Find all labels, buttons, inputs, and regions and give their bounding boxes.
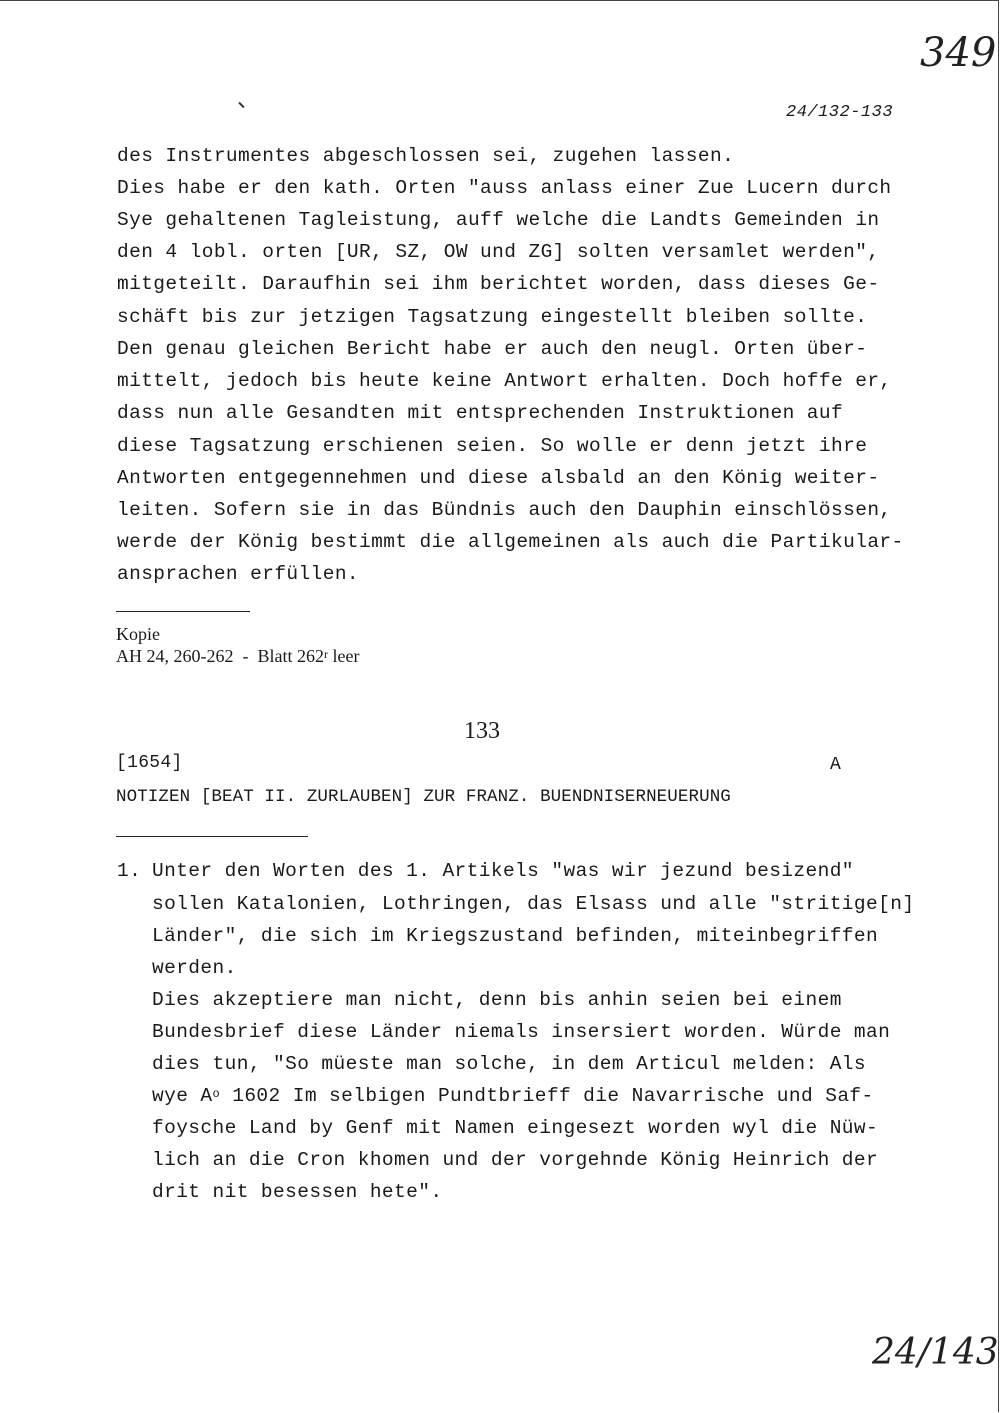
source-reference-tail: leer bbox=[327, 646, 360, 666]
text-segment: 1602 Im selbigen Pundtbrieff die Navarrische und Saf- bbox=[220, 1085, 874, 1107]
text-line: foysche Land by Genf mit Namen eingesezt worden wyl die Nüw- bbox=[152, 1117, 879, 1139]
text-segment: wye A bbox=[152, 1085, 213, 1107]
source-reference-main: AH 24, 260-262 - Blatt 262 bbox=[116, 646, 324, 666]
source-rule bbox=[116, 611, 250, 612]
text-line: dass nun alle Gesandten mit entsprechenden Instruktionen auf bbox=[117, 402, 844, 424]
text-line: diese Tagsatzung erschienen seien. So wolle er denn jetzt ihre bbox=[117, 435, 868, 457]
text-line: mittelt, jedoch bis heute keine Antwort erhalten. Doch hoffe er, bbox=[117, 370, 892, 392]
text-line: werden. bbox=[152, 957, 237, 979]
text-line: schäft bis zur jetzigen Tagsatzung eingestellt bleiben sollte. bbox=[117, 306, 868, 328]
text-line: Unter den Worten des 1. Artikels "was wir jezund besizend" bbox=[152, 860, 854, 882]
document-date: [1654] bbox=[116, 753, 183, 773]
text-line: Antworten entgegennehmen und diese alsbald an den König weiter- bbox=[117, 467, 880, 489]
text-line: leiten. Sofern sie in das Bündnis auch den Dauphin einschlössen, bbox=[117, 499, 892, 521]
text-line: Dies habe er den kath. Orten "auss anlass einer Zue Lucern durch bbox=[117, 177, 892, 199]
text-line: des Instrumentes abgeschlossen sei, zugehen lassen. bbox=[117, 145, 735, 167]
source-reference-sup: r bbox=[323, 647, 328, 661]
text-line: sollen Katalonien, Lothringen, das Elsass und alle "stritige[n] bbox=[152, 893, 915, 915]
text-line: den 4 lobl. orten [UR, SZ, OW und ZG] solten versamlet werden", bbox=[117, 241, 880, 263]
handwritten-footer-number: 24/143 bbox=[872, 1332, 999, 1373]
item-number: 1. bbox=[117, 860, 142, 882]
document-letter: A bbox=[830, 755, 841, 775]
text-line: Dies akzeptiere man nicht, denn bis anhin seien bei einem bbox=[152, 989, 842, 1011]
document-number: 133 bbox=[464, 718, 500, 744]
document-title: NOTIZEN [BEAT II. ZURLAUBEN] ZUR FRANZ. BUENDNISERNEUERUNG bbox=[116, 787, 731, 807]
text-line: werde der König bestimmt die allgemeinen als auch die Partikular- bbox=[117, 531, 904, 553]
handwritten-folio-number: 349 bbox=[920, 30, 997, 76]
title-rule bbox=[116, 836, 308, 837]
text-line: dies tun, "So müeste man solche, in dem Articul melden: Als bbox=[152, 1053, 867, 1075]
text-line: ansprachen erfüllen. bbox=[117, 563, 360, 585]
document-reference: 24/132-133 bbox=[786, 103, 894, 122]
text-line: Länder", die sich im Kriegszustand befinden, miteinbegriffen bbox=[152, 925, 879, 947]
text-line: Den genau gleichen Bericht habe er auch den neugl. Orten über- bbox=[117, 338, 868, 360]
text-line: Bundesbrief diese Länder niemals insersiert worden. Würde man bbox=[152, 1021, 891, 1043]
superscript: o bbox=[212, 1087, 221, 1101]
text-line: Sye gehaltenen Tagleistung, auff welche die Landts Gemeinden in bbox=[117, 209, 880, 231]
source-label: Kopie bbox=[116, 624, 160, 644]
source-reference bbox=[116, 646, 359, 667]
text-line: drit nit besessen hete". bbox=[152, 1181, 443, 1203]
text-line: mitgeteilt. Daraufhin sei ihm berichtet worden, dass dieses Ge- bbox=[117, 273, 880, 295]
text-line: lich an die Cron khomen und der vorgehnde König Heinrich der bbox=[152, 1149, 879, 1171]
text-line bbox=[152, 1080, 874, 1114]
